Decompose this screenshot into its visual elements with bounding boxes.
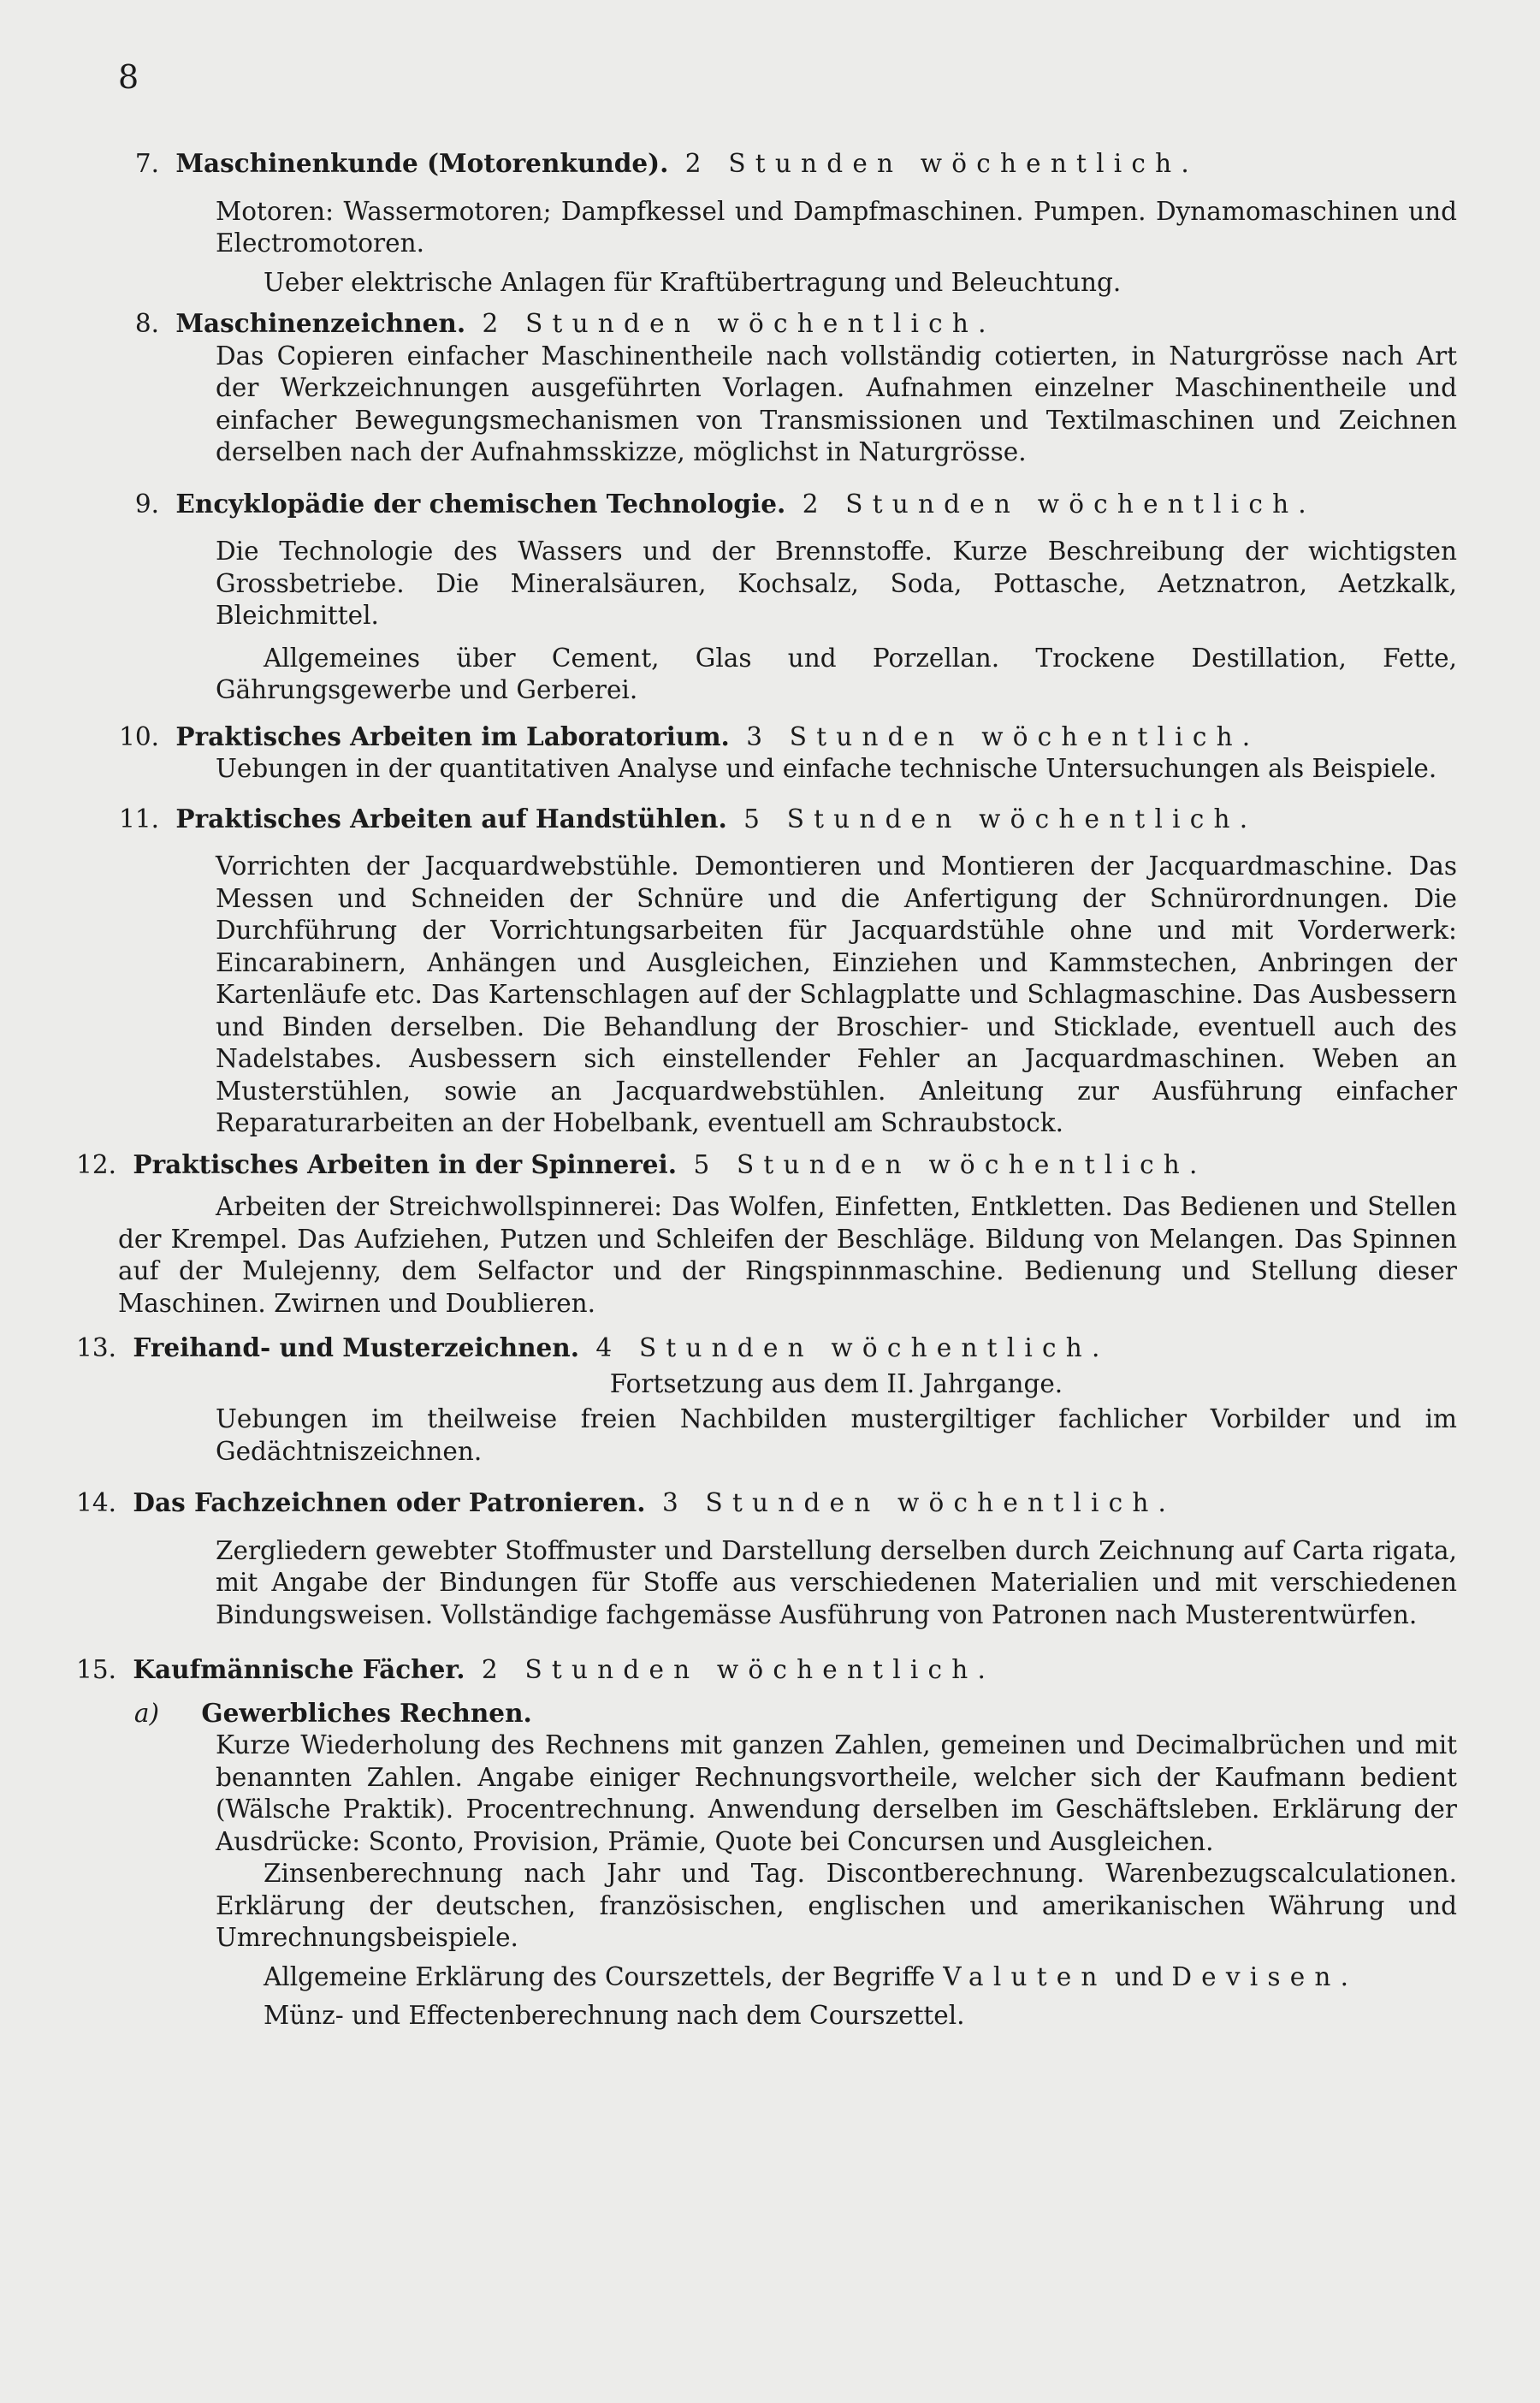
section-number: 14.: [76, 1488, 116, 1517]
section-hours: 3 Stunden wöchentlich.: [661, 1488, 1176, 1517]
section-paragraph: Das Copieren einfacher Maschinentheile nach vollständig cotierten, in Naturgrösse nach Art der Werkzeichnungen ausgeführten Vorlagen. Aufnahmen einzelner Maschinentheile und einfacher Bewegungsmechanismen von Transmissionen und Textilmaschinen und Zeichnen derselben nach der Aufnahmsskizze, möglichst in Naturgrösse.: [216, 341, 1457, 466]
section-heading: [106, 307, 1457, 341]
section-number: 7.: [134, 149, 159, 178]
section-hours: 3 Stunden wöchentlich.: [746, 721, 1260, 751]
section-12: [76, 1148, 1457, 1320]
section-heading: [106, 488, 1457, 521]
section-15: [76, 1653, 1457, 2032]
last-line-und: und: [1115, 1961, 1164, 1991]
subsection-title: Gewerbliches Rechnen.: [201, 1697, 532, 1728]
section-hours: 4 Stunden wöchentlich.: [595, 1333, 1110, 1362]
section-title: Encyklopädie der chemischen Technologie.: [175, 488, 786, 519]
section-paragraph: Ueber elektrische Anlagen für Kraftübertragung und Beleuchtung.: [264, 267, 1122, 297]
section-title: Praktisches Arbeiten in der Spinnerei.: [133, 1148, 678, 1179]
section-hours: 5 Stunden wöchentlich.: [743, 804, 1258, 834]
section-heading: [106, 147, 1457, 181]
section-9: [118, 488, 1457, 707]
subsection-letter: a): [133, 1698, 159, 1728]
section-number: 9.: [134, 489, 159, 519]
section-paragraph: Vorrichten der Jacquardwebstühle. Demontieren und Montieren der Jacquardmaschine. Das Messen und Schneiden der Schnüre und die Anfertigung der Schnürordnungen. Die Durchführung der Vorrichtungsarbeiten für Jacquardstühle ohne und mit Vorderwerk: Eincarabinern, Anhängen und Ausgleichen, Einziehen und Kammstechen, Anbringen der Kartenläufe etc. Das Kartenschlagen auf der Schlagplatte und Schlagmaschine. Das Ausbessern und Binden derselben. Die Behandlung der Broschier- und Sticklade, eventuell auch des Nadelstabes. Ausbessern sich einstellender Fehler an Jacquardmaschinen. Weben an Musterstühlen, sowie an Jacquardwebstühlen. Anleitung zur Ausführung einfacher Reparaturarbeiten an der Hobelbank, eventuell am Schraubstock.: [216, 851, 1457, 1137]
section-final-line: Münz- und Effectenberechnung nach dem Courszettel.: [264, 2001, 965, 2030]
section-hours: 2 Stunden wöchentlich.: [802, 489, 1316, 519]
section-hours: 2 Stunden wöchentlich.: [684, 149, 1199, 178]
term-valuten: Valuten: [943, 1961, 1107, 1991]
section-title: Kaufmännische Fächer.: [133, 1654, 465, 1684]
section-hours: 5 Stunden wöchentlich.: [693, 1149, 1207, 1179]
section-last-line: [216, 1961, 1457, 1994]
section-paragraph: Die Technologie des Wassers und der Brennstoffe. Kurze Beschreibung der wichtigsten Grossbetriebe. Die Mineralsäuren, Kochsalz, Soda, Pottasche, Aetznatron, Aetzkalk, Bleichmittel.: [216, 537, 1457, 630]
section-title: Freihand- und Musterzeichnen.: [133, 1332, 579, 1362]
curriculum-content: [76, 147, 1457, 2032]
section-hours: 2 Stunden wöchentlich.: [481, 1655, 996, 1684]
section-heading: [63, 1148, 1457, 1182]
section-title: Praktisches Arbeiten auf Handstühlen.: [175, 803, 727, 834]
section-heading: [63, 1486, 1457, 1520]
section-title: Maschinenzeichnen.: [175, 308, 466, 338]
section-heading: [106, 721, 1457, 754]
section-paragraph: Motoren: Wassermotoren; Dampfkessel und Dampfmaschinen. Pumpen. Dynamomaschinen und Electromotoren.: [216, 196, 1457, 258]
section-number: 15.: [76, 1655, 116, 1684]
section-number: 11.: [119, 804, 159, 834]
section-paragraph: Zergliedern gewebter Stoffmuster und Darstellung derselben durch Zeichnung auf Carta rigata, mit Angabe der Bindungen für Stoffe aus verschiedenen Materialien und mit verschiedenen Bindungsweisen. Vollständige fachgemässe Ausführung von Patronen nach Musterentwürfen.: [216, 1535, 1457, 1629]
section-heading: [106, 803, 1457, 836]
section-10: [118, 721, 1457, 786]
section-paragraph: Kurze Wiederholung des Rechnens mit ganzen Zahlen, gemeinen und Decimalbrüchen und mit benannten Zahlen. Angabe einiger Rechnungsvortheile, welcher sich der Kaufmann bedient (Wälsche Praktik). Procentrechnung. Anwendung derselben im Geschäftsleben. Erklärung der Ausdrücke: Sconto, Provision, Prämie, Quote bei Concursen und Ausgleichen.: [216, 1730, 1457, 1856]
section-paragraph: Allgemeines über Cement, Glas und Porzellan. Trockene Destillation, Fette, Gährungsgewerbe und Gerberei.: [216, 643, 1457, 704]
section-paragraph: Arbeiten der Streichwollspinnerei: Das Wolfen, Einfetten, Entkletten. Das Bedienen und Stellen der Krempel. Das Aufziehen, Putzen und Schleifen der Beschläge. Bildung von Melangen. Das Spinnen auf der Mulejenny, dem Selfactor und der Ringspinnmaschine. Bedienung und Stellung dieser Maschinen. Zwirnen und Doublieren.: [118, 1192, 1457, 1318]
section-heading: [63, 1332, 1457, 1365]
section-heading: [63, 1653, 1457, 1687]
section-number: 8.: [134, 309, 159, 338]
section-paragraph: Uebungen im theilweise freien Nachbilden mustergiltiger fachlicher Vorbilder und im Gedächtniszeichnen.: [216, 1404, 1457, 1466]
page-number: 8: [118, 58, 139, 96]
section-hours: 2 Stunden wöchentlich.: [482, 309, 996, 338]
section-paragraph: Uebungen in der quantitativen Analyse und einfache technische Untersuchungen als Beispiele.: [216, 754, 1437, 783]
last-line-text: Allgemeine Erklärung des Courszettels, der Begriffe: [264, 1961, 935, 1991]
section-13: [76, 1332, 1457, 1468]
section-8: [118, 307, 1457, 469]
term-devisen: Devisen.: [1171, 1961, 1359, 1991]
section-14: [76, 1486, 1457, 1631]
section-number: 10.: [119, 721, 159, 751]
section-7: [118, 147, 1457, 299]
section-title: Praktisches Arbeiten im Laboratorium.: [175, 721, 730, 751]
section-number: 13.: [76, 1333, 116, 1362]
section-11: [118, 803, 1457, 1140]
section-subtitle: Fortsetzung aus dem II. Jahrgange.: [609, 1368, 1063, 1398]
section-paragraph: Zinsenberechnung nach Jahr und Tag. Discontberechnung. Warenbezugscalculationen. Erklärung der deutschen, französischen, englischen und amerikanischen Währung und Umrechnungsbeispiele.: [216, 1859, 1457, 1952]
subsection-heading: [63, 1697, 1457, 1730]
section-title: Das Fachzeichnen oder Patronieren.: [133, 1487, 646, 1517]
section-number: 12.: [76, 1149, 116, 1179]
section-title: Maschinenkunde (Motorenkunde).: [175, 148, 669, 178]
